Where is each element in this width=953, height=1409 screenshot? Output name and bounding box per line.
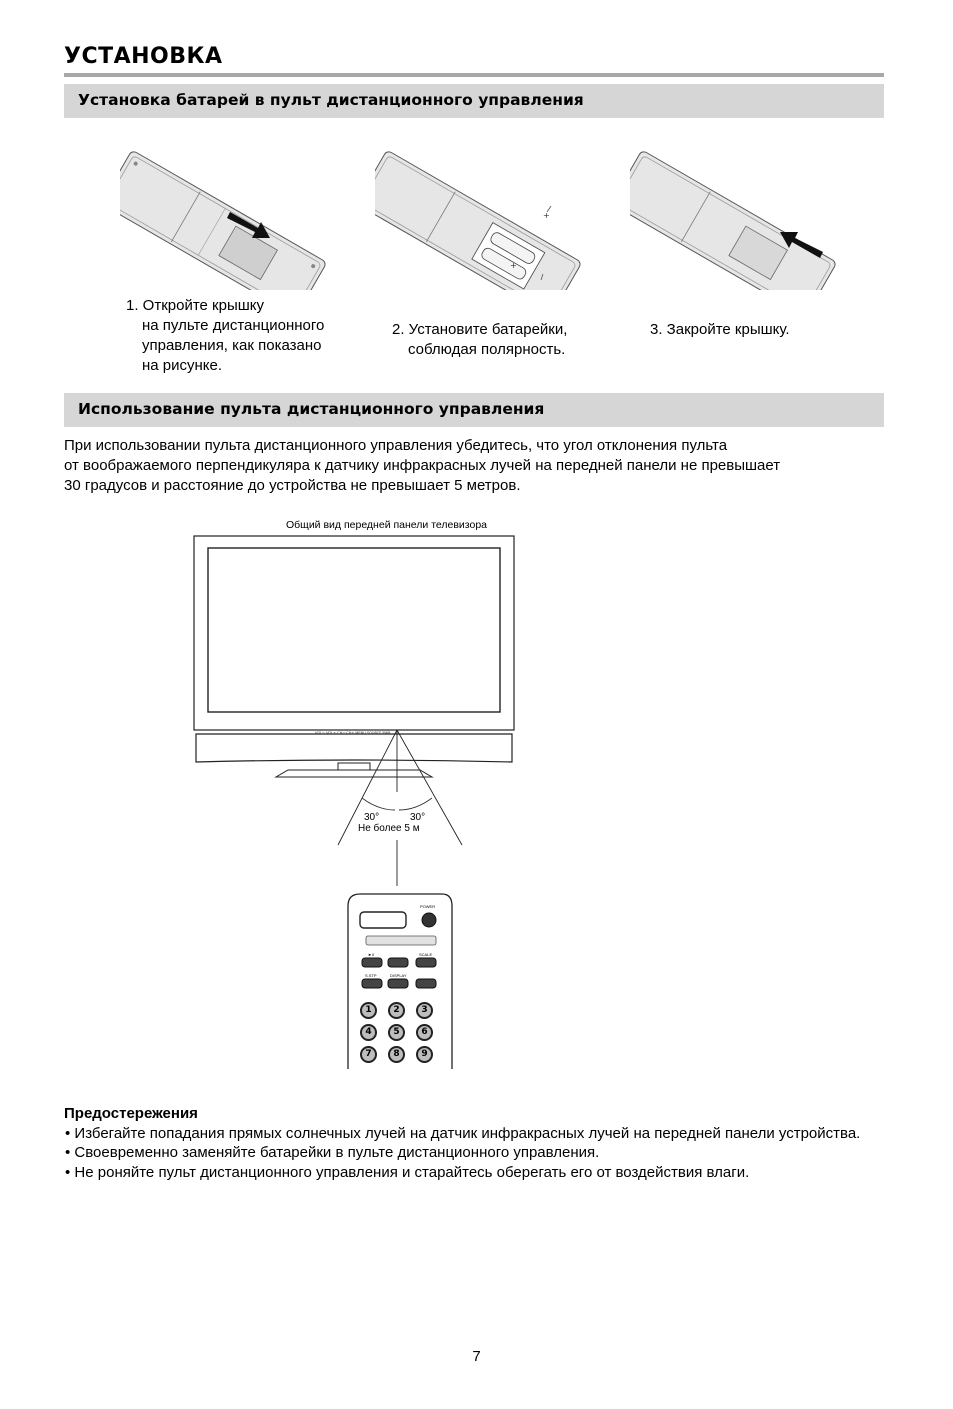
step-3-caption <box>650 320 790 340</box>
svg-text:+: + <box>510 261 517 270</box>
page-title: УСТАНОВКА <box>64 44 223 69</box>
step-1-line-1: 1. Откройте крышку <box>126 297 265 314</box>
distance-label: Не более 5 м <box>358 823 420 834</box>
section-heading-batteries <box>64 84 884 118</box>
warnings-heading: Предостережения <box>64 1105 198 1122</box>
usage-paragraph-line-2: от воображаемого перпендикуляра к датчику инфракрасных лучей на передней панели не превышает <box>64 457 781 474</box>
usage-paragraph-line-1: При использовании пульта дистанционного управления убедитесь, что угол отклонения пульта <box>64 437 728 454</box>
keypad-button-2: 2 <box>388 1002 405 1019</box>
remote-power-label: POWER <box>420 904 436 909</box>
usage-paragraph <box>64 436 884 496</box>
keypad-button-5: 5 <box>388 1024 405 1041</box>
remote-close-cover-illustration <box>630 130 850 290</box>
tv-range-diagram <box>190 534 520 1074</box>
tv-screen <box>208 548 500 712</box>
section-heading-usage <box>64 393 884 427</box>
step-1-line-4: на рисунке. <box>142 357 223 374</box>
step-2-caption <box>392 320 567 360</box>
remote-batteries-illustration <box>375 130 595 290</box>
usage-paragraph-line-3: 30 градусов и расстояние до устройства не превышает 5 метров. <box>64 477 521 494</box>
tv-figure-caption: Общий вид передней панели телевизора <box>286 519 488 531</box>
page-number: 7 <box>472 1348 481 1365</box>
section-heading-usage-text: Использование пульта дистанционного управления <box>78 400 545 418</box>
remote-keypad <box>358 1000 442 1064</box>
angle-right-label: 30° <box>410 812 426 823</box>
svg-text:+: + <box>543 211 550 220</box>
step-3-line-1: 3. Закройте крышку. <box>650 321 790 338</box>
step-1-line-2: на пульте дистанционного <box>142 317 325 334</box>
remote-open-cover-illustration <box>120 130 340 290</box>
keypad-button-9: 9 <box>416 1046 433 1063</box>
warning-item: • Не роняйте пульт дистанционного управления и старайтесь оберегать его от воздействия влаги. <box>65 1163 750 1181</box>
step-2-line-1: 2. Установите батарейки, <box>392 321 568 338</box>
svg-text:VOL− VOL+ CH− CH+ MENU SOURCE: VOL− VOL+ CH− CH+ MENU SOURCE PWR <box>315 731 391 735</box>
remote-display-label: DISPLAY <box>390 973 407 978</box>
warning-item: • Своевременно заменяйте батарейки в пульте дистанционного управления. <box>65 1144 600 1161</box>
step-1-caption <box>126 296 324 376</box>
keypad-button-4: 4 <box>360 1024 377 1041</box>
keypad-button-6: 6 <box>416 1024 433 1041</box>
step-1-line-3: управления, как показано <box>142 337 322 354</box>
warnings-section <box>64 1104 884 1182</box>
keypad-button-8: 8 <box>388 1046 405 1063</box>
remote-play-label: ►II <box>368 952 375 957</box>
remote-sleep-label: S.STP <box>365 973 377 978</box>
keypad-button-7: 7 <box>360 1046 377 1063</box>
title-rule <box>64 73 884 77</box>
section-heading-batteries-text: Установка батарей в пульт дистанционного управления <box>78 91 584 109</box>
keypad-button-1: 1 <box>360 1002 377 1019</box>
step-2-line-2: соблюдая полярность. <box>408 341 566 358</box>
remote-scale-label: SCALE <box>419 952 433 957</box>
keypad-button-3: 3 <box>416 1002 433 1019</box>
warning-item: • Избегайте попадания прямых солнечных лучей на датчик инфракрасных лучей на передней панели устройства. <box>65 1124 861 1142</box>
angle-left-label: 30° <box>364 812 380 823</box>
